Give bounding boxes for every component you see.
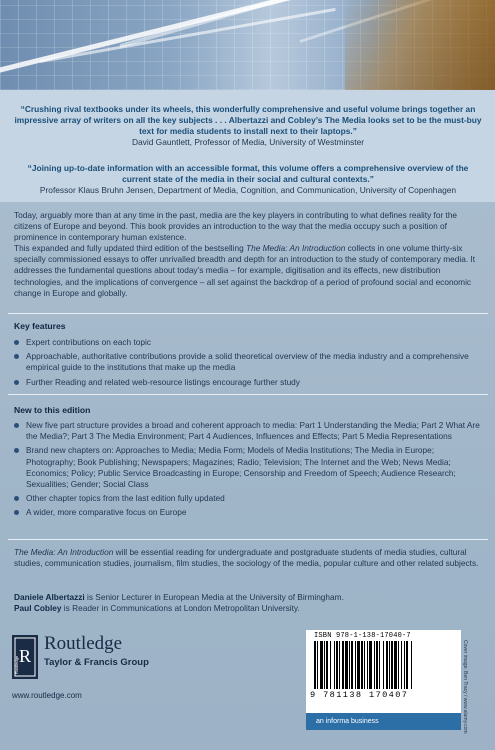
quote-text: “Joining up-to-date information with an accessible format, this volume offers a comprehensive overview of the current state of the media in their social and cultural contexts.” <box>27 163 469 184</box>
list-item <box>14 351 482 373</box>
author-bio-text: is Senior Lecturer in European Media at the University of Birmingham. <box>84 592 344 602</box>
list-item-text: A wider, more comparative focus on Europe <box>26 507 187 518</box>
divider <box>8 539 488 540</box>
list-item <box>14 445 482 490</box>
quote-attribution: David Gauntlett, Professor of Media, University of Westminster <box>131 137 365 147</box>
key-features-list <box>14 337 482 391</box>
list-item-text: New five part structure provides a broad and coherent approach to media: Part 1 Understanding the Media; Part 2 What Are the Media?; Part 3 The Media Environment; Part 4 Audiences, Influences and Effects; Part 5 Media Representations <box>26 420 480 442</box>
list-item-text: Further Reading and related web-resource listings encourage further study <box>26 376 300 387</box>
author-name: Paul Cobley <box>14 603 62 614</box>
intro-text: This expanded and fully updated third edition of the bestselling <box>14 243 247 253</box>
list-item <box>14 377 482 388</box>
author-bio-text: is Reader in Communications at London Metropolitan University. <box>61 603 300 614</box>
publisher-name: Routledge <box>44 633 123 654</box>
quote-attribution: Professor Klaus Bruhn Jensen, Department of Media, Cognition, and Communication, University of Copenhagen <box>39 185 457 195</box>
bullet-icon <box>14 448 19 453</box>
bullet-icon <box>14 423 19 428</box>
list-item <box>14 420 482 442</box>
barcode-icon <box>314 641 454 689</box>
list-item-text: Brand new chapters on: Approaches to Media; Media Form; Models of Media Institutions; The Media in Europe; Photography; Book Publishing; Newspapers; Magazines; Radio; Television; The Internet and the Web; News Media; Economics; Policy; Public Service Broadcasting in Europe; Censorship and Freedom of Speech; Audience Research; Sexualities; Gender; Social Class <box>26 445 456 490</box>
list-item <box>14 337 482 348</box>
bullet-icon <box>14 510 19 515</box>
list-item <box>14 507 482 518</box>
barcode-digits: 9 781138 170407 <box>310 690 409 700</box>
key-features-heading: Key features <box>14 321 66 331</box>
publisher-url: www.routledge.com <box>12 691 82 700</box>
routledge-mark-icon <box>12 635 38 679</box>
logo-side-text: Routledge <box>14 655 19 674</box>
book-title: The Media: An Introduction <box>246 243 346 253</box>
divider <box>8 394 488 395</box>
cover-credit-text: Cover image: Ben Tracy / www.alamy.com <box>462 640 468 734</box>
list-item <box>14 493 482 504</box>
publisher-group: Taylor & Francis Group <box>44 657 149 668</box>
list-item-text: Expert contributions on each topic <box>26 337 151 347</box>
quote-text: “Crushing rival textbooks under its wheels, this wonderfully comprehensive and useful volume brings together an impressive array of writers on all the key subjects . . . Albertazzi and Cobley’s The Media looks set to be the must-buy text for media students to install next to their laptops.” <box>14 104 482 136</box>
new-edition-list <box>14 420 482 522</box>
logo-letter: R <box>18 646 32 666</box>
list-item-text: Other chapter topics from the last edition fully updated <box>26 493 225 504</box>
photo-warm-tone <box>345 0 495 90</box>
quote-1 <box>14 104 482 148</box>
author-bio <box>14 592 482 603</box>
bullet-icon <box>14 340 19 345</box>
cover-photo <box>0 0 495 90</box>
quote-2 <box>14 163 482 196</box>
author-bio <box>14 603 482 614</box>
bullet-icon <box>14 380 19 385</box>
publisher-logo <box>12 633 202 693</box>
isbn-label: ISBN 978-1-138-17040-7 <box>314 632 411 640</box>
bullet-icon <box>14 496 19 501</box>
cover-credit <box>462 640 480 734</box>
closing-text: will be essential reading for undergraduate and postgraduate students of media studies, cultural studies, communication studies, journalism, film studies, the sociology of the media, popular culture and other related subjects. <box>14 547 479 569</box>
author-name: Daniele Albertazzi <box>14 592 85 602</box>
intro-paragraph-2 <box>14 243 482 299</box>
divider <box>8 313 488 314</box>
closing-paragraph <box>14 547 482 569</box>
book-title: The Media: An Introduction <box>14 547 114 557</box>
informa-tagline: an informa business <box>306 713 461 730</box>
intro-paragraph-1: Today, arguably more than at any time in the past, media are the key players in contributing to what defines reality for the citizens of Europe and beyond. This book provides an introduction to the way that the media occupy such a position of prominence in contemporary human existence. <box>14 210 458 243</box>
author-bios <box>14 592 482 614</box>
new-edition-heading: New to this edition <box>14 405 91 415</box>
bullet-icon <box>14 354 19 359</box>
intro-text: collects in one volume thirty-six specially commissioned essays to offer unrivalled breadth and depth for an introduction to the study of contemporary media. It addresses the fundamental questions about today’s media – for example, digitisation and its effects, new distribution technologies, and the implications of convergence – all set against the backdrop of a period of profound social and economic change in Europe and globally. <box>14 243 476 298</box>
list-item-text: Approachable, authoritative contributions provide a solid theoretical overview of the media industry and a comprehensive empirical guide to the institutions that make up the media <box>26 351 469 373</box>
